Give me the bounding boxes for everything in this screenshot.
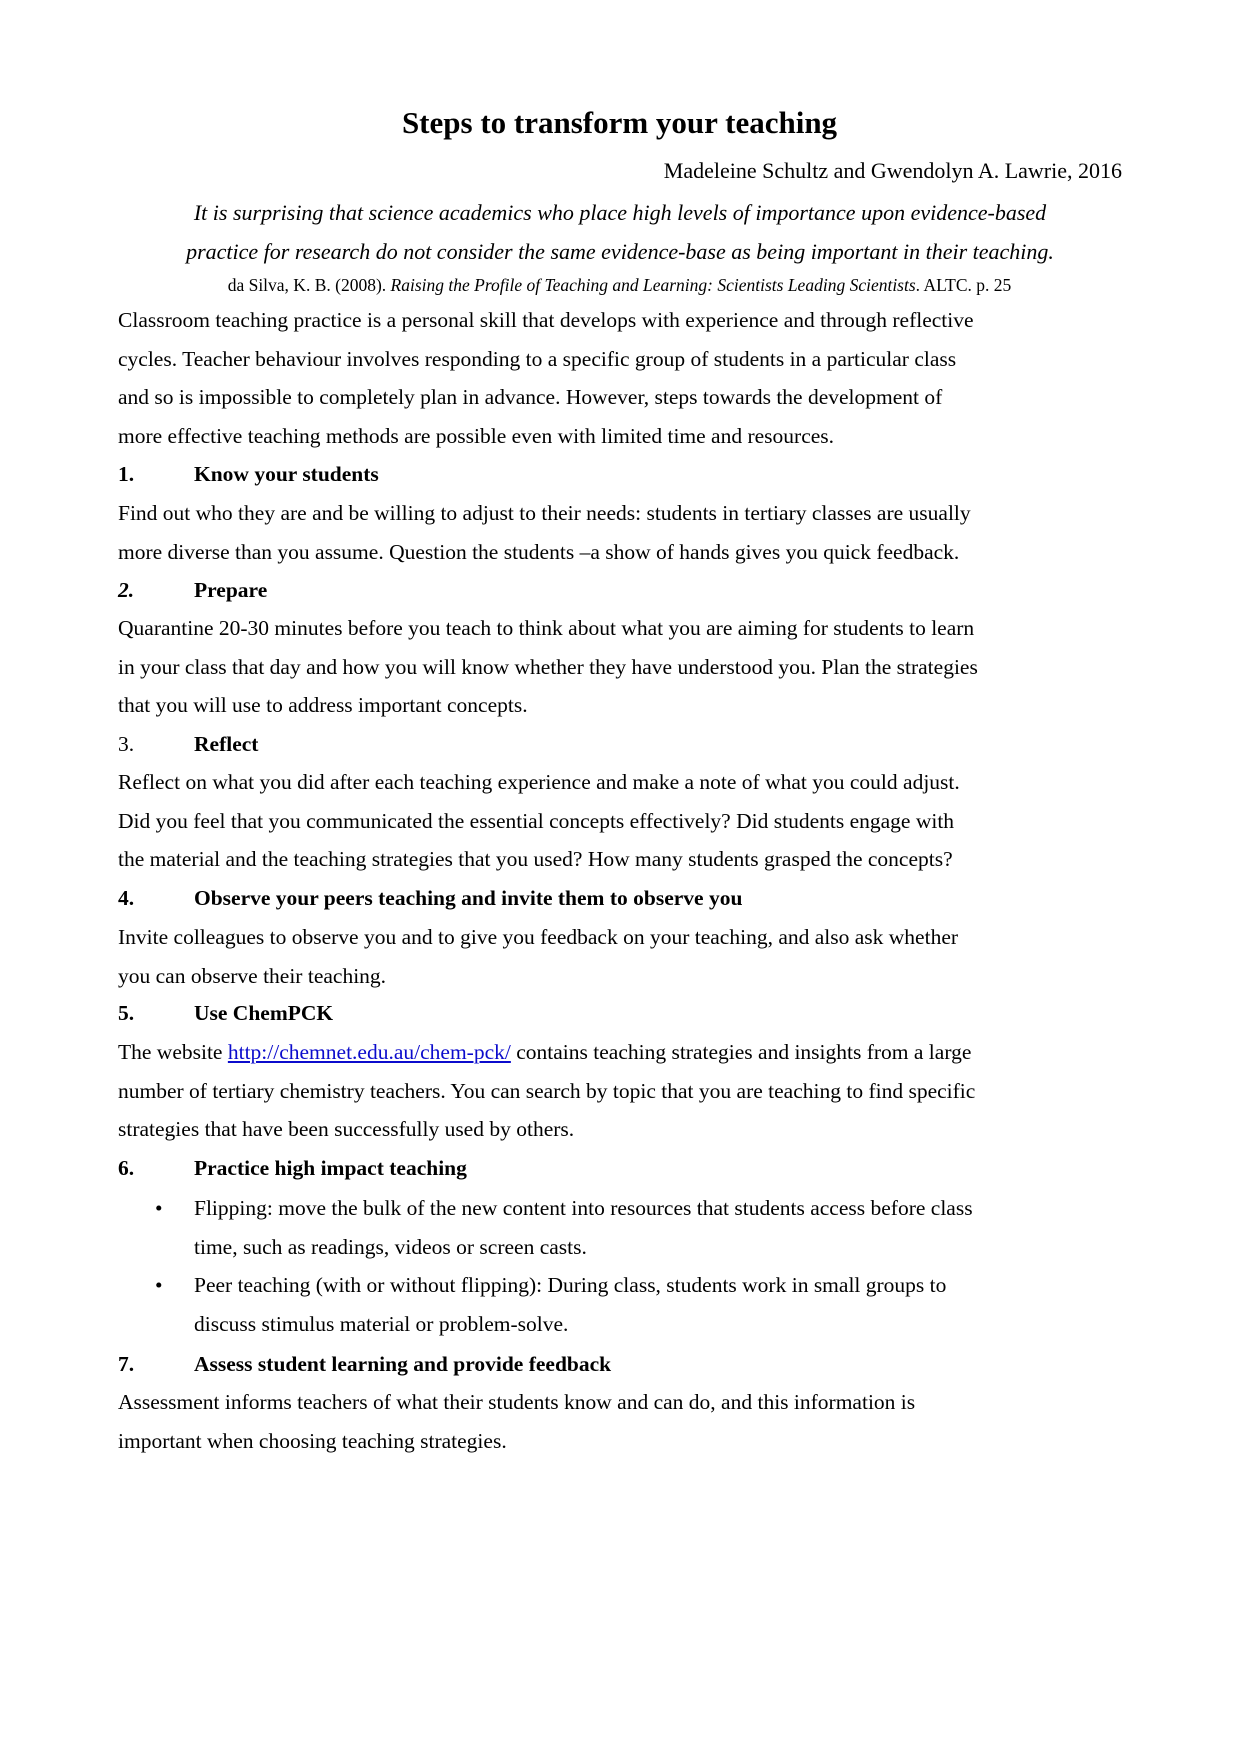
paragraph-line: Peer teaching (with or without flipping): During class, students work in small groups to (194, 1273, 947, 1298)
step-2-body (118, 609, 1128, 725)
step-3-heading (118, 725, 258, 764)
step-7-body (118, 1383, 1128, 1460)
paragraph-line: you can observe their teaching. (118, 963, 387, 988)
paragraph-line: discuss stimulus material or problem-solve. (194, 1312, 569, 1337)
text-fragment: contains teaching strategies and insights from a large (510, 1040, 972, 1064)
epigraph-quote (110, 193, 1130, 271)
step-title: Use ChemPCK (194, 1001, 334, 1025)
step-6-heading (118, 1149, 467, 1188)
paragraph-line: the material and the teaching strategies that you used? How many students grasped the concepts? (118, 847, 953, 872)
step-title: Assess student learning and provide feedback (194, 1352, 612, 1376)
step-number: 3. (118, 732, 135, 756)
step-title: Reflect (194, 732, 259, 756)
quote-line: practice for research do not consider the same evidence-base as being important in their teaching. (186, 239, 1054, 264)
step-number: 6. (118, 1156, 135, 1180)
bullet-icon: • (155, 1273, 163, 1298)
paragraph-line: in your class that day and how you will know whether they have understood you. Plan the strategies (118, 654, 978, 679)
step-1-heading (118, 455, 379, 494)
step-1-body (118, 494, 1128, 571)
paragraph-line: strategies that have been successfully used by others. (118, 1117, 575, 1142)
step-title: Practice high impact teaching (194, 1156, 467, 1180)
step-number: 7. (118, 1352, 135, 1376)
page-title: Steps to transform your teaching (401, 105, 838, 140)
bullet-item (118, 1189, 1128, 1266)
step-title: Prepare (194, 578, 268, 602)
paragraph-line: number of tertiary chemistry teachers. You can search by topic that you are teaching to find specific (118, 1078, 976, 1103)
step-number: 2. (118, 578, 135, 602)
paragraph-line: Classroom teaching practice is a personal skill that develops with experience and through reflective (118, 308, 974, 332)
citation-suffix: . ALTC. p. 25 (915, 275, 1012, 295)
paragraph-line: Assessment informs teachers of what their students know and can do, and this information is (118, 1390, 916, 1414)
quote-line: It is surprising that science academics who place high levels of importance upon evidence-based (193, 200, 1047, 225)
bullet-item (118, 1266, 1128, 1343)
step-3-body (118, 763, 1128, 879)
citation-prefix: da Silva, K. B. (2008). (227, 275, 391, 295)
step-title: Know your students (194, 462, 379, 486)
step-7-heading (118, 1345, 611, 1384)
author-line: Madeleine Schultz and Gwendolyn A. Lawrie, 2016 (663, 158, 1122, 183)
paragraph-line: more effective teaching methods are possible even with limited time and resources. (118, 424, 835, 449)
paragraph-line: more diverse than you assume. Question the students –a show of hands gives you quick feedback. (118, 539, 960, 564)
paragraph-line: Reflect on what you did after each teaching experience and make a note of what you could adjust. (118, 770, 960, 794)
step-2-heading (118, 571, 267, 610)
paragraph-line: that you will use to address important concepts. (118, 693, 528, 718)
step-4-heading (118, 879, 742, 918)
step-number: 5. (118, 1001, 135, 1025)
paragraph-line: time, such as readings, videos or screen casts. (194, 1234, 587, 1259)
step-number: 4. (118, 886, 135, 910)
intro-paragraph (118, 301, 1128, 456)
step-title: Observe your peers teaching and invite them to observe you (194, 886, 743, 910)
paragraph-line: cycles. Teacher behaviour involves responding to a specific group of students in a particular class (118, 346, 957, 371)
step-5-heading (118, 994, 333, 1033)
paragraph-line: and so is impossible to completely plan in advance. However, steps towards the development of (118, 385, 943, 410)
step-number: 1. (118, 462, 135, 486)
paragraph-line: important when choosing teaching strategies. (118, 1428, 507, 1453)
paragraph-line: Quarantine 20-30 minutes before you teach to think about what you are aiming for students to learn (118, 616, 975, 640)
paragraph-line (118, 1033, 1128, 1072)
chempck-link[interactable]: http://chemnet.edu.au/chem-pck/ (227, 1040, 511, 1064)
citation-title: Raising the Profile of Teaching and Learning: Scientists Leading Scientists (390, 275, 916, 295)
text-fragment: The website (118, 1040, 228, 1064)
paragraph-line: Did you feel that you communicated the essential concepts effectively? Did students engage with (118, 808, 955, 833)
step-5-body (118, 1033, 1128, 1149)
paragraph-line: Invite colleagues to observe you and to give you feedback on your teaching, and also ask whether (118, 925, 959, 949)
quote-citation (0, 272, 1239, 298)
step-4-body (118, 918, 1128, 995)
paragraph-line: Flipping: move the bulk of the new content into resources that students access before class (194, 1196, 973, 1220)
step-6-bullet-list (118, 1189, 1128, 1344)
bullet-icon: • (155, 1196, 163, 1220)
paragraph-line: Find out who they are and be willing to adjust to their needs: students in tertiary classes are usually (118, 501, 971, 525)
